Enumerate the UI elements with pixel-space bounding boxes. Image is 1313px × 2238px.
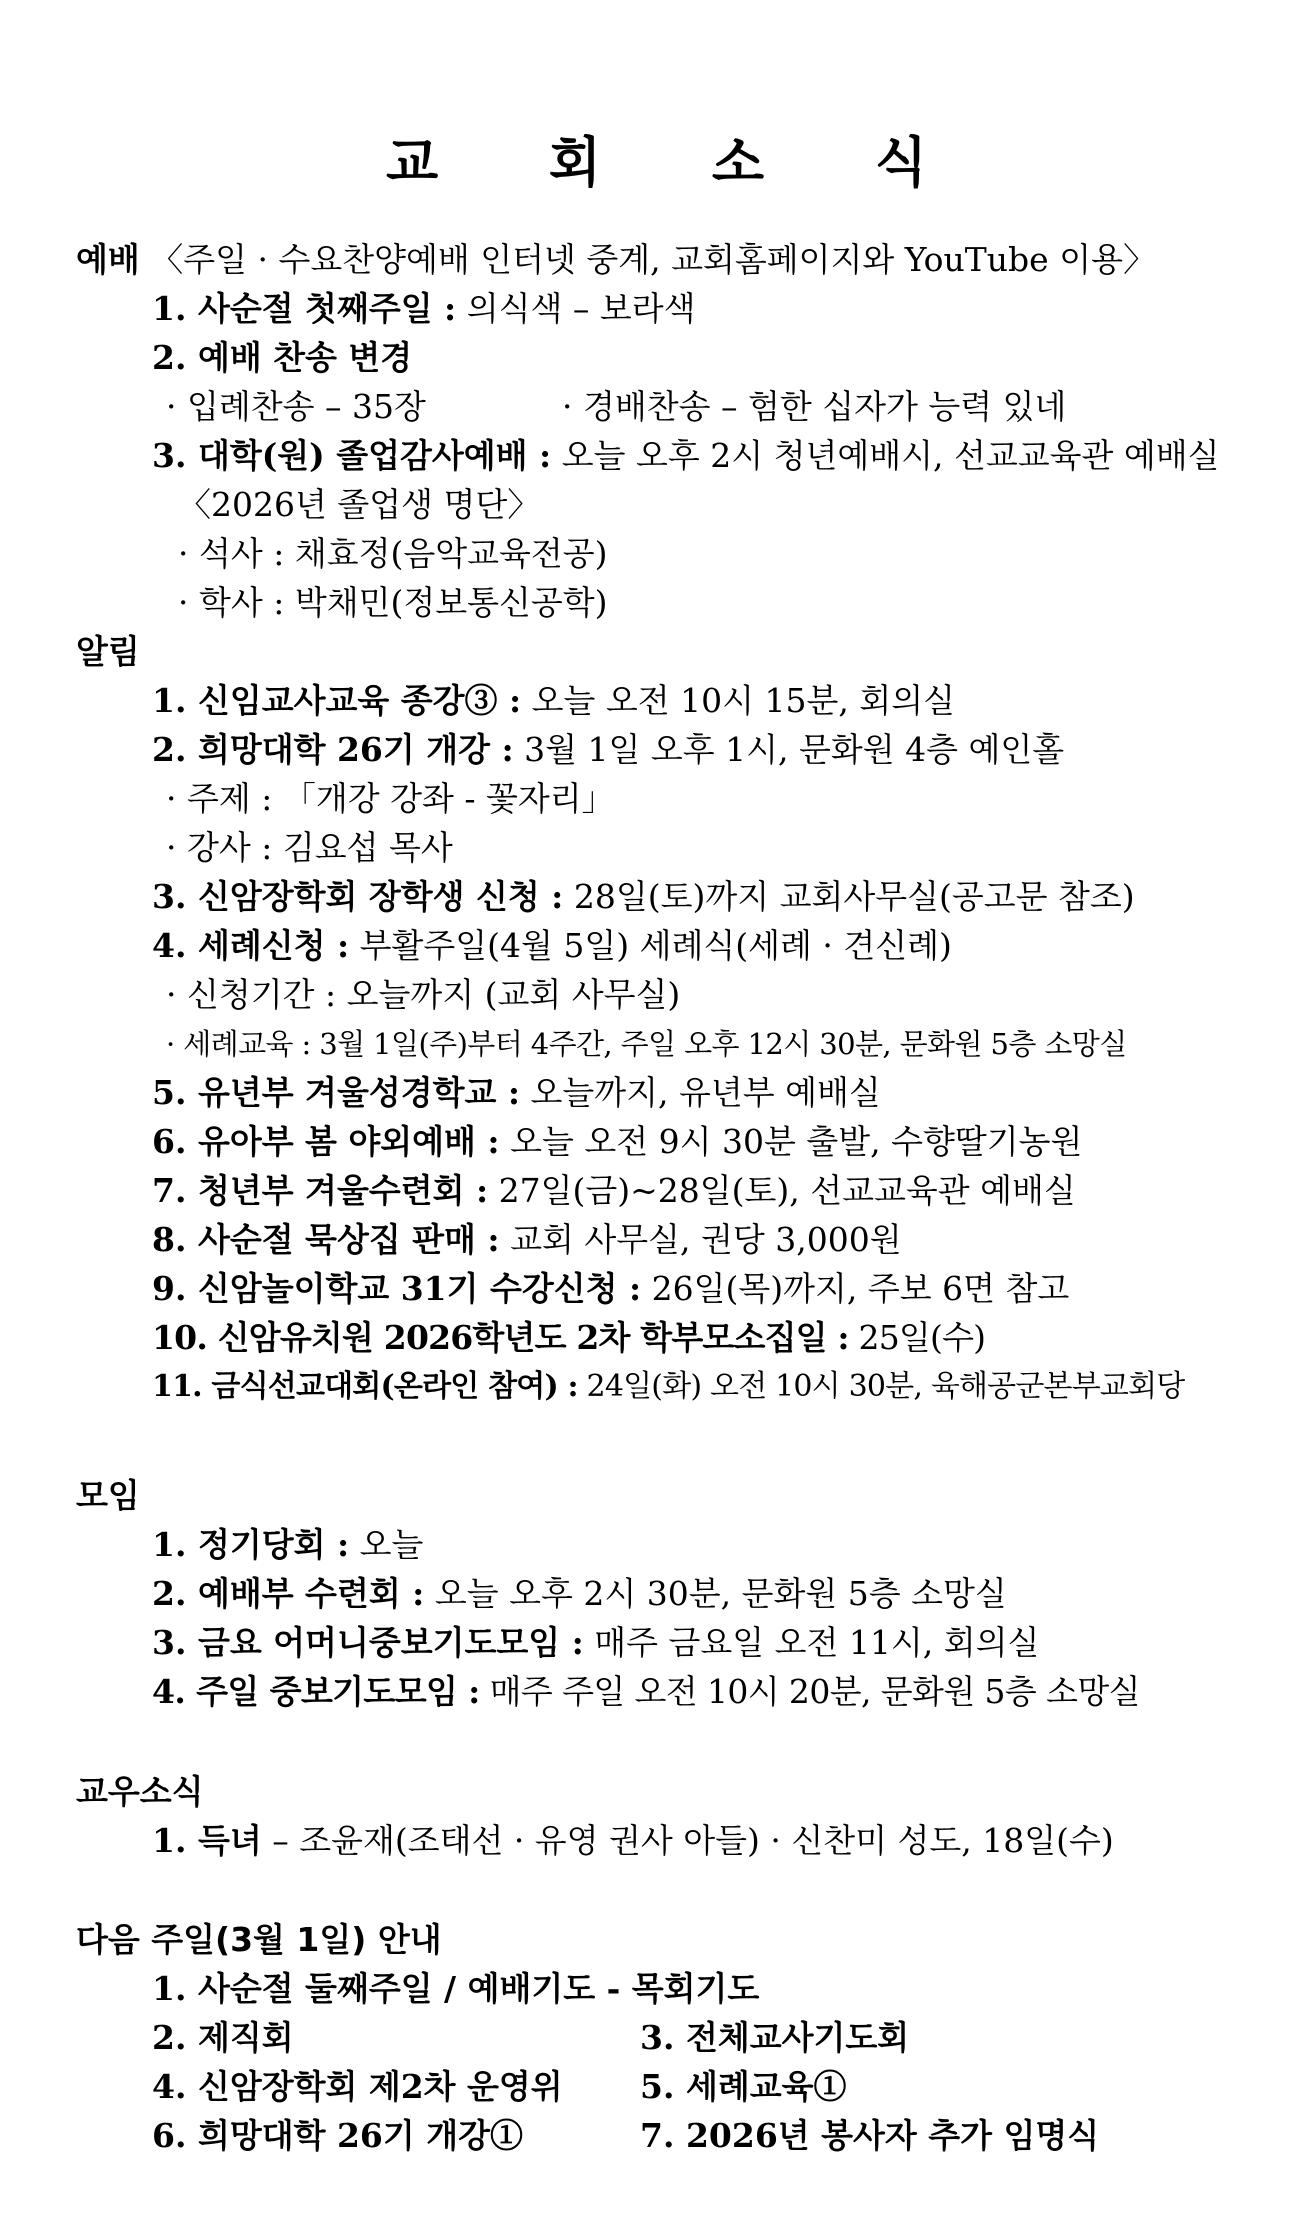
meetings-heading: 모임 [76,1476,140,1515]
worship-note: 〈주일 · 수요찬양예배 인터넷 중계, 교회홈페이지와 YouTube 이용〉 [150,240,1156,279]
meeting-item [152,1523,423,1567]
next-sunday-item-3: 3. 전체교사기도회 [640,2018,910,2057]
notice-item [152,1218,902,1262]
next-sunday-item-1: 1. 사순절 둘째주일 / 예배기도 - 목회기도 [152,1969,760,2008]
worship-item-3-sub-b: · 학사 : 박채민(정보통신공학) [178,583,608,622]
worship-heading-line [76,238,1156,282]
notice-label: 5. 유년부 겨울성경학교 : [152,1073,521,1112]
notice-item [152,679,955,723]
member-item [152,1819,1114,1863]
worship-item-2-sub-b: · 경배찬송 – 험한 십자가 능력 있네 [562,387,1067,426]
notice-item [152,1316,985,1360]
next-sunday-item-7: 7. 2026년 봉사자 추가 임명식 [640,2116,1100,2155]
notice-label: 11. 금식선교대회(온라인 참여) : [152,1369,578,1404]
notice-text: 부활주일(4월 5일) 세례식(세례 · 견신례) [359,926,952,965]
notice-item [152,1169,1076,1213]
worship-item-3-label: 3. 대학(원) 졸업감사예배 : [152,436,552,475]
meeting-label: 1. 정기당회 : [152,1525,350,1564]
meeting-item [152,1621,1039,1665]
notice-item [152,1267,1069,1311]
worship-heading: 예배 [76,240,140,279]
meeting-item [152,1572,1007,1616]
worship-item-2-sub-a: · 입례찬송 – 35장 [166,387,426,426]
notice-item [152,875,1135,919]
notice-label: 1. 신임교사교육 종강③ : [152,681,522,720]
notice-text: 오늘 오전 10시 15분, 회의실 [531,681,955,720]
worship-item-1-text: 의식색 – 보라색 [466,289,696,328]
notice-item [152,924,952,968]
meeting-label: 3. 금요 어머니중보기도모임 : [152,1623,584,1662]
notice-label: 7. 청년부 겨울수련회 : [152,1171,489,1210]
notice-text: 오늘까지, 유년부 예배실 [530,1073,881,1112]
next-sunday-item-4: 4. 신암장학회 제2차 운영위 [152,2067,563,2106]
meeting-item [152,1670,1140,1714]
worship-item-3-text: 오늘 오후 2시 청년예배시, 선교교육관 예배실 [561,436,1220,475]
next-sunday-item-2: 2. 제직회 [152,2018,294,2057]
notice-label: 10. 신암유치원 2026학년도 2차 학부모소집일 : [152,1318,849,1357]
next-sunday-item-5: 5. 세례교육① [640,2067,847,2106]
notice-label: 4. 세례신청 : [152,926,350,965]
worship-item-3 [152,434,1219,478]
notice-text: 27일(금)~28일(토), 선교교육관 예배실 [498,1171,1076,1210]
notice-sub-item: · 주제 : 「개강 강좌 - 꽃자리」 [166,779,615,818]
notice-sub-item: · 신청기간 : 오늘까지 (교회 사무실) [166,975,681,1014]
meeting-text: 매주 금요일 오전 11시, 회의실 [594,1623,1040,1662]
notice-text: 25일(수) [858,1318,986,1357]
notice-text: 교회 사무실, 권당 3,000원 [510,1220,902,1259]
notice-text: 3월 1일 오후 1시, 문화원 4층 예인홀 [524,730,1065,769]
notice-item [152,1120,1082,1164]
member-text: – 조윤재(조태선 · 유영 권사 아들) · 신찬미 성도, 18일(수) [272,1821,1114,1860]
next-sunday-item-6: 6. 희망대학 26기 개강① [152,2116,523,2155]
notice-sub-item: · 세례교육 : 3월 1일(주)부터 4주간, 주일 오후 12시 30분, 문화원 5층 소망실 [166,1027,1127,1061]
notice-item [152,728,1064,772]
notice-sub-item: · 강사 : 김요섭 목사 [166,828,453,867]
notices-heading: 알림 [76,632,140,671]
notice-text: 24일(화) 오전 10시 30분, 육해공군본부교회당 [586,1369,1185,1404]
notice-label: 9. 신암놀이학교 31기 수강신청 : [152,1269,642,1308]
notice-label: 8. 사순절 묵상집 판매 : [152,1220,500,1259]
notice-text: 26일(목)까지, 주보 6면 참고 [651,1269,1070,1308]
worship-item-3-sub-a: · 석사 : 채효정(음악교육전공) [178,534,608,573]
notice-item [152,1365,1184,1409]
meeting-label: 4. 주일 중보기도모임 : [152,1672,480,1711]
members-heading: 교우소식 [76,1772,204,1811]
worship-item-3-note: 〈2026년 졸업생 명단〉 [178,485,541,524]
notice-item [152,1071,881,1115]
meeting-text: 오늘 오후 2시 30분, 문화원 5층 소망실 [434,1574,1007,1613]
worship-item-1-label: 1. 사순절 첫째주일 : [152,289,457,328]
meeting-text: 오늘 [359,1525,424,1564]
notice-text: 오늘 오전 9시 30분 출발, 수향딸기농원 [510,1122,1083,1161]
notice-text: 28일(토)까지 교회사무실(공고문 참조) [573,877,1135,916]
worship-item-2-label: 2. 예배 찬송 변경 [152,338,413,377]
notice-label: 3. 신암장학회 장학생 신청 : [152,877,564,916]
meeting-text: 매주 주일 오전 10시 20분, 문화원 5층 소망실 [489,1672,1140,1711]
member-label: 1. 득녀 [152,1821,262,1860]
notice-label: 2. 희망대학 26기 개강 : [152,730,514,769]
page-title: 교 회 소 식 [385,131,974,194]
notice-label: 6. 유아부 봄 야외예배 : [152,1122,500,1161]
meeting-label: 2. 예배부 수련회 : [152,1574,425,1613]
worship-item-1 [152,287,696,331]
next-sunday-heading: 다음 주일(3월 1일) 안내 [76,1920,442,1959]
